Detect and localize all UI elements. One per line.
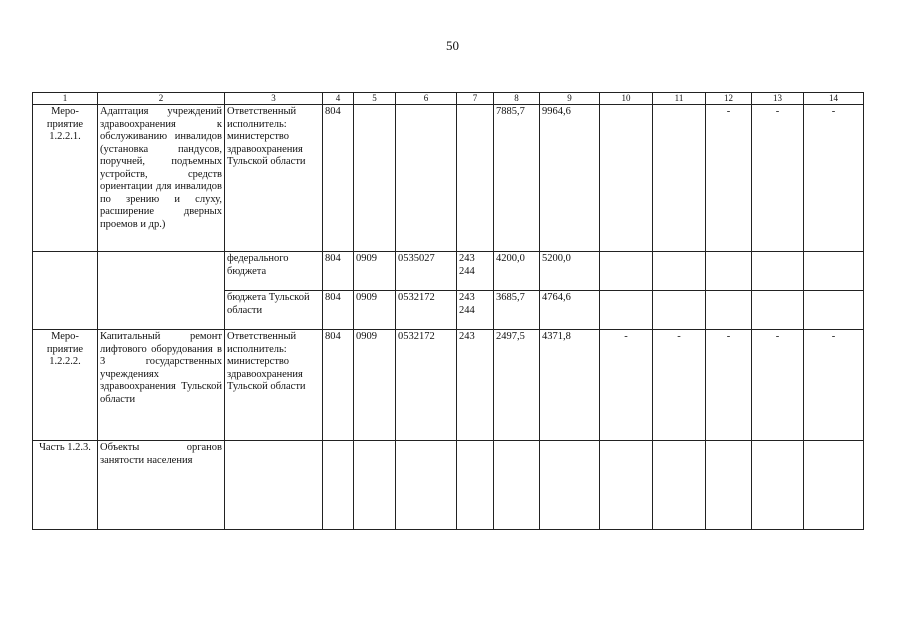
cell-col8: 3685,7	[494, 291, 540, 330]
table-row	[33, 252, 864, 291]
cell-col6: 0532172	[396, 330, 457, 441]
cell-col12	[706, 291, 752, 330]
row-executor: Ответственный исполнитель: министерство здравоохранения Тульской области	[225, 330, 323, 441]
header-row	[33, 93, 864, 105]
cell-col6	[396, 441, 457, 530]
table-row	[33, 330, 864, 441]
cell-col8	[494, 441, 540, 530]
cell-col12: -	[706, 330, 752, 441]
cell-col11	[653, 252, 706, 291]
cell-col8: 7885,7	[494, 105, 540, 252]
cell-col11	[653, 441, 706, 530]
cell-col4: 804	[323, 291, 354, 330]
cell-col13	[752, 441, 804, 530]
row-label	[33, 252, 98, 330]
row-label: Часть 1.2.3.	[33, 441, 98, 530]
row-executor: бюджета Тульской области	[225, 291, 323, 330]
column-header: 5	[354, 93, 396, 105]
cell-col4: 804	[323, 105, 354, 252]
column-header: 8	[494, 93, 540, 105]
row-executor: Ответственный исполнитель: министерство здравоохранения Тульской области	[225, 105, 323, 252]
column-header: 6	[396, 93, 457, 105]
column-header: 4	[323, 93, 354, 105]
cell-col11: -	[653, 330, 706, 441]
cell-col5: 0909	[354, 330, 396, 441]
cell-col7: 243 244	[457, 291, 494, 330]
row-executor	[225, 441, 323, 530]
cell-col6: 0532172	[396, 291, 457, 330]
table-row	[33, 441, 864, 530]
row-label: Меро-приятие 1.2.2.1.	[33, 105, 98, 252]
budget-table	[32, 92, 864, 530]
cell-col7	[457, 441, 494, 530]
cell-col13: -	[752, 330, 804, 441]
cell-col8: 4200,0	[494, 252, 540, 291]
cell-col7: 243 244	[457, 252, 494, 291]
column-header: 2	[98, 93, 225, 105]
cell-col7	[457, 105, 494, 252]
cell-col11	[653, 105, 706, 252]
cell-col10: -	[600, 330, 653, 441]
cell-col6: 0535027	[396, 252, 457, 291]
cell-col10	[600, 252, 653, 291]
cell-col12	[706, 441, 752, 530]
cell-col5	[354, 441, 396, 530]
row-description	[98, 252, 225, 330]
cell-col11	[653, 291, 706, 330]
cell-col10	[600, 291, 653, 330]
cell-col13	[752, 291, 804, 330]
cell-col9: 4371,8	[540, 330, 600, 441]
cell-col8: 2497,5	[494, 330, 540, 441]
cell-col12: -	[706, 105, 752, 252]
column-header: 7	[457, 93, 494, 105]
row-label: Меро-приятие 1.2.2.2.	[33, 330, 98, 441]
cell-col5: 0909	[354, 291, 396, 330]
column-header: 3	[225, 93, 323, 105]
cell-col10	[600, 105, 653, 252]
cell-col4: 804	[323, 252, 354, 291]
row-description: Капитальный ремонт лифтового оборудования в 3 государственных учреждениях здравоохранения Тульской области	[98, 330, 225, 441]
row-executor: федерального бюджета	[225, 252, 323, 291]
cell-col13: -	[752, 105, 804, 252]
column-header: 12	[706, 93, 752, 105]
cell-col4: 804	[323, 330, 354, 441]
column-header: 13	[752, 93, 804, 105]
row-description: Объекты органов занятости населения	[98, 441, 225, 530]
cell-col14: -	[804, 105, 864, 252]
cell-col5: 0909	[354, 252, 396, 291]
cell-col14	[804, 441, 864, 530]
page-number: 50	[446, 38, 459, 53]
table-row	[33, 105, 864, 252]
column-header: 14	[804, 93, 864, 105]
row-description: Адаптация учреждений здравоохранения к обслуживанию инвалидов (установка пандусов, поручней, подъемных устройств, средств ориентации для инвалидов по зрению и слуху, расширение дверных проемов и др.)	[98, 105, 225, 252]
cell-col9: 5200,0	[540, 252, 600, 291]
column-header: 1	[33, 93, 98, 105]
column-header: 11	[653, 93, 706, 105]
cell-col9	[540, 441, 600, 530]
cell-col5	[354, 105, 396, 252]
cell-col14	[804, 291, 864, 330]
cell-col4	[323, 441, 354, 530]
cell-col12	[706, 252, 752, 291]
cell-col14	[804, 252, 864, 291]
cell-col6	[396, 105, 457, 252]
column-header: 10	[600, 93, 653, 105]
cell-col14: -	[804, 330, 864, 441]
cell-col10	[600, 441, 653, 530]
cell-col7: 243	[457, 330, 494, 441]
column-header: 9	[540, 93, 600, 105]
cell-col9: 9964,6	[540, 105, 600, 252]
cell-col9: 4764,6	[540, 291, 600, 330]
cell-col13	[752, 252, 804, 291]
